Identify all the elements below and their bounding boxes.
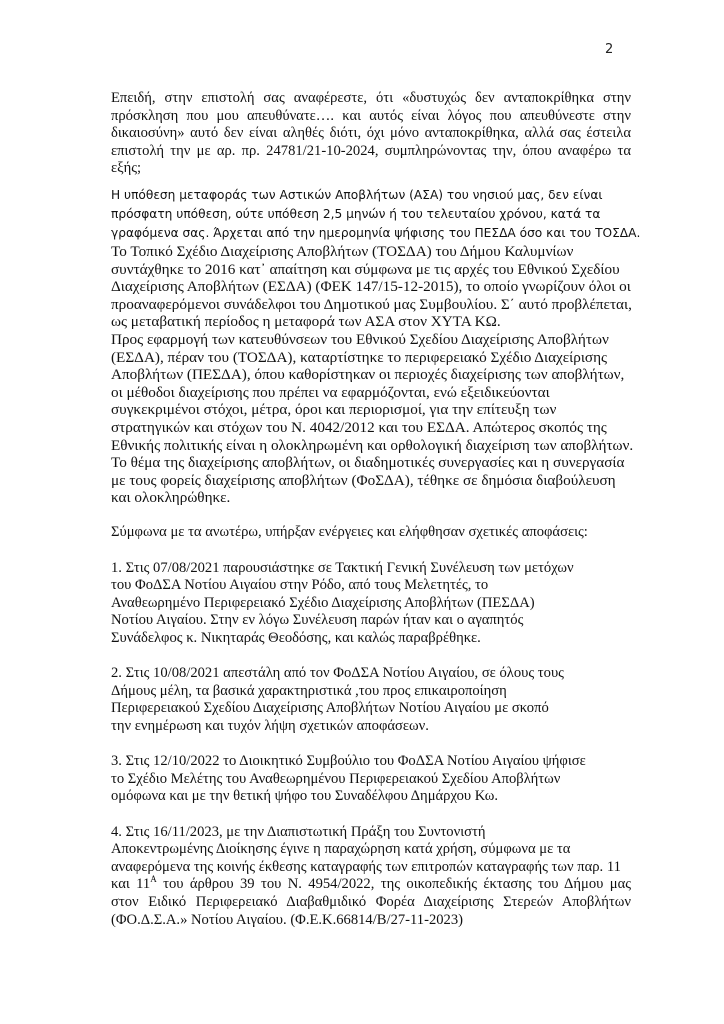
text-line: Σύμφωνα με τα ανωτέρω, υπήρξαν ενέργειες και ελήφθησαν σχετικές αποφάσεις: (111, 524, 588, 541)
text-line: με τους φορείς διαχείρισης αποβλήτων (ΦοΣΔΑ), τέθηκε σε δημόσια διαβούλευση (111, 471, 616, 489)
text-line: Αποκεντρωμένης Διοίκησης έγινε η παραχώρηση κατά χρήση, σύμφωνα με τα (111, 841, 571, 858)
text-line: Διαχείρισης Αποβλήτων (ΕΣΔΑ) (ΦΕΚ 147/15-12-2015), το οποίο γνωρίζουν όλοι οι (111, 278, 631, 296)
quoted-serif-paragraph (111, 242, 634, 507)
list-item-4 (111, 824, 631, 930)
list-item-3 (111, 753, 631, 806)
text-line: οι μέθοδοι διαχείρισης που πρέπει να εφαρμόζονται, ενώ εξειδικεύονται (111, 383, 550, 401)
text-line: στον Ειδικό Περιφερειακό Διαβαθμιδικό Φορέα Διαχείρισης Στερεών Αποβλήτων (111, 893, 631, 910)
text-line: προαναφερόμενοι συνάδελφοι του Δημοτικού μας Συμβουλίου. Σ΄ αυτό προβλέπεται, (111, 295, 632, 313)
text-line: Το Τοπικό Σχέδιο Διαχείρισης Αποβλήτων (ΤΟΣΔΑ) του Δήμου Καλυμνίων (111, 242, 574, 260)
text-line: Προς εφαρμογή των κατευθύνσεων του Εθνικού Σχεδίου Διαχείρισης Αποβλήτων (111, 330, 609, 348)
text-line: συγκεκριμένοι στόχοι, μέτρα, όροι και περιορισμοί, για την επίτευξη των (111, 401, 557, 419)
text-line: στρατηγικών και στόχων του Ν. 4042/2012 και του ΕΣΔΑ. Απώτερος σκοπός της (111, 418, 607, 436)
text-line: Εθνικής πολιτικής είναι η ολοκληρωμένη και ορθολογική διαχείριση των αποβλήτων. (111, 436, 634, 454)
text-line: την ενημέρωση και τυχόν λήψη σχετικών αποφάσεων. (111, 718, 429, 734)
text-fragment: του άρθρου 39 του Ν. 4954/2022, της οικοπεδικής έκτασης του Δήμου μας (156, 876, 631, 893)
quoted-sans-paragraph (111, 186, 641, 243)
text-line (111, 876, 631, 894)
text-line: Το θέμα της διαχείρισης αποβλήτων, οι διαδημοτικές συνεργασίες και η συνεργασία (111, 454, 625, 472)
text-fragment: και 11 (111, 876, 151, 893)
text-line: 3. Στις 12/10/2022 το Διοικητικό Συμβούλιο του ΦοΔΣΑ Νοτίου Αιγαίου ψήφισε (111, 753, 586, 770)
text-line: πρόσφατη υπόθεση, ούτε υπόθεση 2,5 μηνών ή του τελευταίου χρόνου, κατά τα (111, 206, 601, 221)
text-line: το Σχέδιο Μελέτης του Αναθεωρημένου Περιφερειακού Σχεδίου Αποβλήτων (111, 770, 561, 787)
text-line: Περιφερειακού Σχεδίου Διαχείρισης Αποβλήτων Νοτίου Αιγαίου με σκοπό (111, 700, 549, 717)
list-item-1 (111, 560, 631, 648)
intro-paragraph (111, 90, 631, 178)
text-line: Επειδή, στην επιστολή σας αναφέρεστε, ότι «δυστυχώς δεν ανταποκρίθηκα στην (111, 90, 631, 106)
text-line: δικαιοσύνη» αυτό δεν είναι αληθές διότι, όχι μόνο ανταποκρίθηκα, αλλά σας έστειλα (111, 125, 631, 142)
text-line: 2. Στις 10/08/2021 απεστάλη από τον ΦοΔΣΑ Νοτίου Αιγαίου, σε όλους τους (111, 665, 564, 682)
text-line: γραφόμενα σας. Άρχεται από την ημερομηνία ψήφισης του ΠΕΣΔΑ όσο και του ΤΟΣΔΑ. (111, 225, 641, 240)
text-line: Δήμους μέλη, τα βασικά χαρακτηριστικά ,του προς επικαιροποίηση (111, 682, 507, 699)
page-number: 2 (605, 42, 614, 57)
superscript: Α (150, 874, 157, 885)
document-body (111, 90, 641, 929)
text-line: και ολοκληρώθηκε. (111, 489, 231, 507)
text-line: Συνάδελφος κ. Νικηταράς Θεοδόσης, και καλώς παραβρέθηκε. (111, 630, 481, 647)
text-line: αναφερόμενα της κοινής έκθεσης καταγραφής των επιτροπών καταγραφής των παρ. 11 (111, 858, 621, 875)
text-line: ως μεταβατική περίοδος η μεταφορά των ΑΣΑ στον ΧΥΤΑ ΚΩ. (111, 313, 501, 331)
text-line: 4. Στις 16/11/2023, με την Διαπιστωτική Πράξη του Συντονιστή (111, 823, 486, 840)
text-line: πρόσκληση που μου απευθύνατε…. και αυτός είναι λόγος που απευθύνεστε στην (111, 107, 631, 124)
text-line: του ΦοΔΣΑ Νοτίου Αιγαίου στην Ρόδο, από τους Μελετητές, το (111, 577, 489, 594)
text-line: (ΦΟ.Δ.Σ.Α.» Νοτίου Αιγαίου. (Φ.Ε.Κ.66814/Β/27-11-2023) (111, 911, 463, 928)
text-line: Αναθεωρημένο Περιφερειακό Σχέδιο Διαχείρισης Αποβλήτων (ΠΕΣΔΑ) (111, 594, 535, 611)
text-line: (ΕΣΔΑ), πέραν του (ΤΟΣΔΑ), καταρτίστηκε το περιφερειακό Σχέδιο Διαχείρισης (111, 348, 608, 366)
text-line: 1. Στις 07/08/2021 παρουσιάστηκε σε Τακτική Γενική Συνέλευση των μετόχων (111, 559, 574, 576)
text-line: Νοτίου Αιγαίου. Στην εν λόγω Συνέλευση παρών ήταν και ο αγαπητός (111, 612, 524, 629)
text-line: εξής; (111, 160, 142, 177)
list-item-2 (111, 665, 631, 735)
text-line: Η υπόθεση μεταφοράς των Αστικών Αποβλήτων (ΑΣΑ) του νησιού μας, δεν είναι (111, 187, 603, 202)
text-line: επιστολή την με αρ. πρ. 24781/21-10-2024, συμπληρώνοντας την, όπου αναφέρω τα (111, 142, 631, 159)
text-line: ομόφωνα και με την θετική ψήφο του Συναδέλφου Δημάρχου Κω. (111, 788, 499, 805)
text-line: συντάχθηκε το 2016 κατ᾽ απαίτηση και σύμφωνα με τις αρχές του Εθνικού Σχεδίου (111, 260, 620, 278)
text-line: Αποβλήτων (ΠΕΣΔΑ), όπου καθορίστηκαν οι περιοχές διαχείρισης των αποβλήτων, (111, 366, 625, 384)
summary-paragraph (111, 524, 631, 542)
